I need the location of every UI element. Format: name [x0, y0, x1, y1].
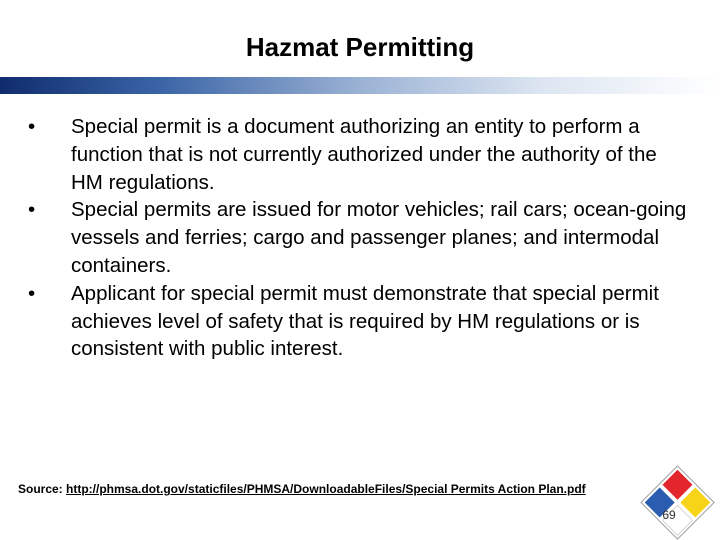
bullet-item: [28, 113, 688, 196]
bullet-marker: •: [28, 115, 36, 138]
source-label: Source:: [18, 482, 63, 496]
bullet-text: Special permits are issued for motor vehicles; rail cars; ocean-going vessels and ferries; cargo and passenger planes; and intermodal containers.: [71, 198, 687, 277]
hazmat-diamond-icon: [640, 465, 715, 540]
bullet-item: [28, 280, 688, 363]
bullet-marker: •: [28, 281, 36, 305]
bullet-text: Special permit is a document authorizing an entity to perform a function that is not currently authorized under the authority of the HM regulations.: [71, 115, 657, 194]
bullet-text: Applicant for special permit must demonstrate that special permit achieves level of safety that is required by HM regulations or is consistent with public interest.: [71, 281, 659, 361]
bullet-marker: •: [28, 198, 36, 222]
title-divider-bar: [0, 77, 720, 94]
source-link[interactable]: http://phmsa.dot.gov/staticfiles/PHMSA/DownloadableFiles/Special Permits Action Plan.pdf: [66, 482, 586, 496]
slide-title: Hazmat Permitting: [245, 32, 475, 62]
bullet-item: [28, 196, 688, 279]
bullet-list: [28, 113, 688, 363]
page-number: 69: [662, 508, 676, 522]
source-citation: [18, 482, 586, 496]
